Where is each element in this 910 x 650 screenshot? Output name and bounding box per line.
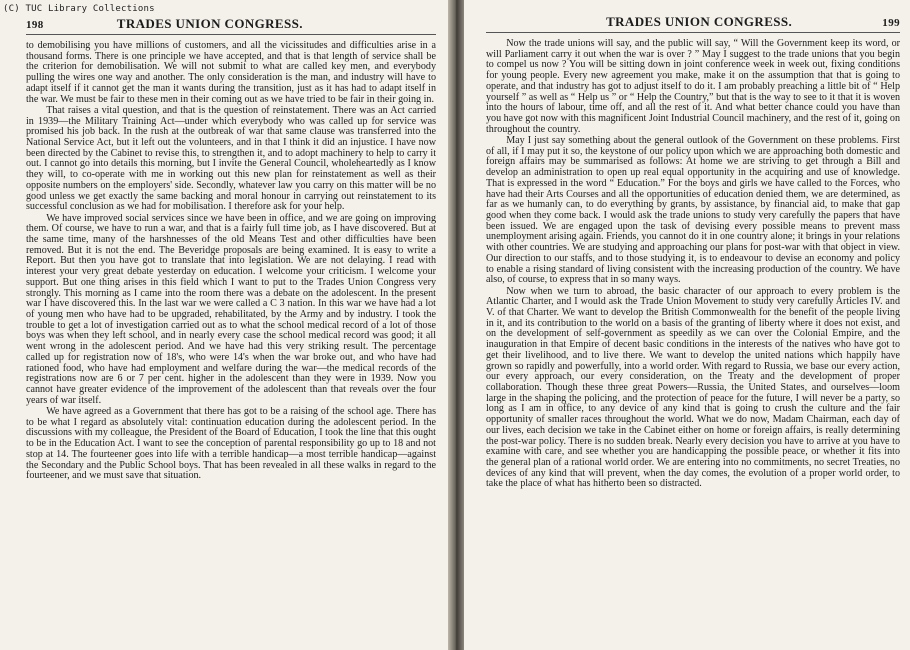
right-page xyxy=(464,0,910,650)
left-running-head xyxy=(26,14,436,35)
paragraph: That raises a vital question, and that is the question of reinstatement. There was an Act carried in 1939—the Military Training Act—under which everybody who was called up for service was promised his job back. In the rush at the outbreak of war that same clause was transferred into the National Service Act, but it left out the volunteers, and in that I think it did an injustice. I have now been directed by the Cabinet to revise this, to strengthen it, and to adopt machinery to help to carry it out. I cannot go into details this morning, but I invite the General Council, wholeheartedly as I know they will, to co-operate with me in working out this new plan for reinstatement as well as their opposite numbers on the employers' side. Secondly, whatever law you carry on this matter will be no good unless we get exactly the same backing and moral honour in carrying out reinstatement to its successful conclusion as we had for mobilisation. I therefore ask for your help. xyxy=(26,104,436,213)
paragraph: Now the trade unions will say, and the public will say, “ Will the Government keep its word, or will Parliament carry it out when the war is over ? ” May I suggest to the trade unions that you begin to compel us now ? You will be sitting down in joint conference week in week out, fixing conditions for young people. Every new agreement you make, make it on the assumption that that is going to operate, and that industry has got to adjust itself to do it. I am probably preaching a little bit of “ Help yourself ” as well as “ Help us ” or “ Help the Country,” but that is the way to see to it that it is woven into the hours of labour, time off, and all the rest of it. And what better chance could you have than you have got now with this magnificent Joint Industrial Council machinery, and the rest of it, going on throughout the country. xyxy=(486,38,900,135)
left-page-number: 198 xyxy=(26,19,44,31)
left-running-title: TRADES UNION CONGRESS. xyxy=(116,16,303,31)
copyright-watermark: (C) TUC Library Collections xyxy=(3,4,155,14)
right-body-text xyxy=(486,39,900,490)
right-running-title: TRADES UNION CONGRESS. xyxy=(606,14,793,29)
right-page-number: 199 xyxy=(882,17,900,29)
paragraph: We have improved social services since we have been in office, and we are going on improving them. Of course, we have to run a war, and that is a fairly full time job, as I have discovered. But at the same time, many of the harshnesses of the old Means Test and other difficulties have been removed. But it is not the end. The Beveridge proposals are being examined. It is easy to write a Report. But then you have got to translate that into legislation. We are not delaying. I read with interest your very great debate yesterday on education. I welcome your criticism. I welcome your support. But one thing arises in this field which I want to put to the Trades Union Congress very strongly. This morning as I came into the room there was a debate on the adolescent. In the present war I have discovered this. In the last war we were called a C 3 nation. In this war we have had a lot of young men who have had to be upgraded, rehabilitated, by the Army and by industry. I took the trouble to get a lot of investigation carried out as to what the school medical record of a lot of those boys was when they left school, and in nearly every case the school medical record was good; it all went wrong in the adolescent period. And we have had this very striking result. The percentage called up for registration now of 18's, who were 14's when the war broke out, and who have had rationed food, who have had employment and welfare during the war—the medical records of the registrations now are 6 or 7 per cent. higher in the adolescent than they were in 1939. Now you cannot have greater evidence of the improvement of the adolescent than that reveals over the four years of war itself. xyxy=(26,212,436,406)
paragraph: to demobilising you have millions of customers, and all the vicissitudes and difficulties arise in a thousand forms. There is one principle we have accepted, and that is that length of service shall be the criterion for demobilisation. We will not submit to what are called key men, and everybody pulling the wires one way and another. The only consideration is the man, and industry will have to adapt itself if it cannot get the man it wants during the transition, just as it has had to adapt itself in the war. We must be fair to these men in their coming out as we have tried to be fair in their going in. xyxy=(26,40,436,105)
paragraph: May I just say something about the general outlook of the Government on these problems. First of all, if I may put it so, the keystone of our policy upon which we are approaching both domestic and foreign affairs may be summarised as follows: At home we are striving to get through a Bill and develop an administration to open up real equal opportunity in the acquiring and use of knowledge. That is expressed in the word “ Education.” For the boys and girls we have called to the Forces, who have had their Arts Courses and all the opportunities of education denied them, we are determined, as far as we humanly can, to do everything by grants, by assistance, by financial aid, to make that gap good when they come back. I would ask the trade unions to study very carefully the papers that have been issued. We are engaged upon the task of devising every possible means to prevent mass unemployment arising again. Friends, you cannot do it in one country alone; it brings in your relations with other countries. We are studying and approaching our plans for post-war with that object in view. Our direction to our staffs, and to those studying it, is to endeavour to devise an economy and policy to enable a rising standard of living consistent with the increasing production of the country. We have also, of course, to express that in so many ways. xyxy=(486,134,900,286)
right-running-head xyxy=(486,14,900,33)
book-gutter xyxy=(448,0,464,650)
left-body-text xyxy=(26,41,436,482)
paragraph: We have agreed as a Government that there has got to be a raising of the school age. There has to be what I regard as absolutely vital: continuation education during the adolescent period. In the discussions with my colleague, the President of the Board of Education, I took the line that this ought to be in the Education Act. I want to see the conception of parental responsibility go up to 18 and not stop at 14. The fourteener goes into life with a terrible handicap—a most terrible handicap—against the Secondary and the Public School boys. That has been revealed in all these walks in regard to the fourteener, and we must save that situation. xyxy=(26,405,436,482)
paragraph: Now when we turn to abroad, the basic character of our approach to every problem is the Atlantic Charter, and I would ask the Trade Union Movement to study very carefully Articles IV. and V. of that Charter. We want to develop the British Commonwealth for the benefit of the people living in it, and its contribution to the world on a basis of the granting of liberty where it does not exist, and on the development of self-government as speedily as we can over the Colonial Empire, and the inauguration in that Empire of decent basic conditions in the interests of the natives who have got to get their livelihood, and to live there. We want to develop the united nations which happily have grown so rapidly and powerfully, into a world order. With regard to Russia, we base our every action, our every approach, our every consideration, on the Treaty and the development of proper collaboration. Though these three great Powers—Russia, the United States, and ourselves—loom large in the shaping the policing, and the protection of peace for the future, I will never be a party, so long as I am in office, to any device of any kind that is going to crush the culture and the fair opportunity of smaller races throughout the world. What we do now, Madam Chairman, each day of our lives, each decision we take in the Cabinet either on home or foreign affairs, is really determining the post-war policy. There is no sudden break. Nearly every decision you have to arrive at you have to examine with care, and see whether you are handicapping the possible peace, or whether it fits into the general plan of a rational world order. We are entering into no commitments, no secret Treaties, no devices of any kind that will prevent, when the day comes, the evolution of a proper world order, to take the place of what has hitherto been so distracted. xyxy=(486,285,900,490)
left-page xyxy=(0,0,448,650)
